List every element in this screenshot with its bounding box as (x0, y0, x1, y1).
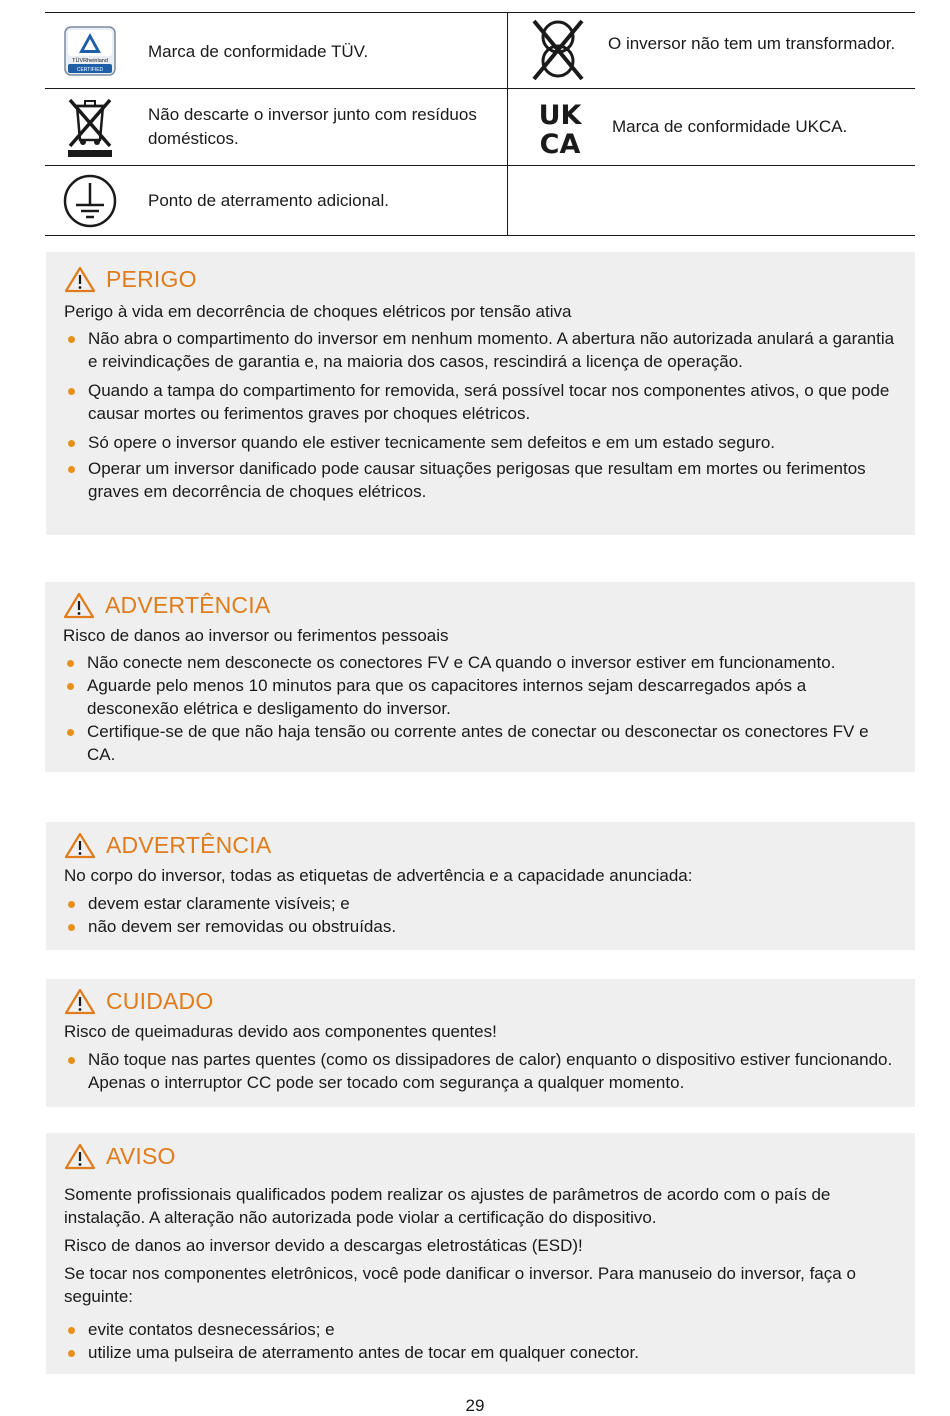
symbol-cell-no-transformer (508, 13, 915, 88)
ukca-icon (532, 99, 588, 155)
no-transformer-icon (529, 17, 587, 83)
danger-heading (64, 264, 897, 294)
tuv-badge-line1: TÜVRheinland (72, 57, 108, 64)
list-item: Quando a tampa do compartimento for removida, será possível tocar nos componentes ativos, o que pode causar mortes ou ferimentos graves por choques elétricos. (64, 379, 897, 425)
info-notice (46, 1133, 915, 1374)
crossed-bin-icon (67, 96, 113, 158)
list-item: Não conecte nem desconecte os conectores FV e CA quando o inversor estiver em funcionamento. (63, 651, 897, 674)
disposal-text: Não descarte o inversor junto com resíduos domésticos. (148, 105, 477, 148)
caution-heading (64, 986, 897, 1016)
info-paragraph-1: Somente profissionais qualificados podem realizar os ajustes de parâmetros de acordo com o país de instalação. A alteração não autorizada pode violar a certificação do dispositivo. (64, 1185, 831, 1227)
symbol-cell-disposal (45, 89, 508, 165)
caution-notice (46, 979, 915, 1107)
warning1-title: ADVERTÊNCIA (105, 591, 271, 618)
info-heading (64, 1141, 897, 1171)
danger-notice (46, 252, 915, 535)
info-paragraph-3: Se tocar nos componentes eletrônicos, você pode danificar o inversor. Para manuseio do inversor, faça o seguinte: (64, 1264, 856, 1306)
page-number: 29 (465, 1396, 485, 1415)
list-item: Não abra o compartimento do inversor em nenhum momento. A abertura não autorizada anulará a garantia e reivindicações de garantia e, na maioria dos casos, rescindirá a licença de operação. (64, 327, 897, 373)
ukca-logo-line2: CA (539, 129, 581, 155)
warning1-heading (63, 590, 897, 620)
warning-triangle-icon (64, 988, 96, 1015)
warning-triangle-icon (64, 266, 96, 293)
caution-list (64, 1048, 897, 1094)
ground-text: Ponto de aterramento adicional. (148, 190, 389, 210)
no-transformer-text: O inversor não tem um transformador. (608, 34, 896, 53)
warning-notice-1 (45, 582, 915, 772)
list-item: devem estar claramente visíveis; e (64, 892, 897, 915)
warning1-intro: Risco de danos ao inversor ou ferimentos pessoais (63, 626, 449, 645)
info-paragraph-2: Risco de danos ao inversor devido a descargas eletrostáticas (ESD)! (64, 1236, 583, 1255)
list-item: Certifique-se de que não haja tensão ou corrente antes de conectar ou desconectar os conectores FV e CA. (63, 720, 897, 766)
warning2-intro: No corpo do inversor, todas as etiquetas de advertência e a capacidade anunciada: (64, 866, 693, 885)
ukca-logo-line1: UK (538, 100, 582, 131)
warning1-list (63, 651, 897, 766)
symbols-row (45, 89, 915, 166)
ukca-text: Marca de conformidade UKCA. (612, 117, 848, 136)
warning-triangle-icon (64, 832, 96, 859)
warning-triangle-icon (63, 592, 95, 619)
tuv-text: Marca de conformidade TÜV. (148, 42, 369, 61)
warning-notice-2 (46, 822, 915, 950)
tuv-badge-line2: CERTIFIED (76, 66, 104, 73)
warning2-heading (64, 830, 897, 860)
list-item: evite contatos desnecessários; e (64, 1318, 897, 1341)
list-item: não devem ser removidas ou obstruídas. (64, 915, 897, 938)
danger-list (64, 327, 897, 503)
caution-title: CUIDADO (106, 987, 214, 1014)
tuv-certified-icon (64, 26, 116, 76)
symbol-cell-ukca (508, 89, 915, 165)
symbol-cell-empty (508, 166, 915, 235)
symbol-cell-tuv (45, 13, 508, 88)
list-item: Aguarde pelo menos 10 minutos para que os capacitores internos sejam descarregados após a desconexão elétrica e desligamento do inversor. (63, 674, 897, 720)
symbols-row (45, 166, 915, 235)
list-item: Operar um inversor danificado pode causar situações perigosas que resultam em mortes ou ferimentos graves em decorrência de choques elétricos. (64, 457, 897, 503)
list-item: utilize uma pulseira de aterramento antes de tocar em qualquer conector. (64, 1341, 897, 1364)
info-list (64, 1318, 897, 1364)
warning2-list (64, 892, 897, 938)
warning-triangle-icon (64, 1143, 96, 1170)
danger-title: PERIGO (106, 265, 197, 292)
list-item: Só opere o inversor quando ele estiver tecnicamente sem defeitos e em um estado seguro. (64, 431, 897, 454)
ground-icon (63, 174, 117, 228)
info-title: AVISO (106, 1142, 176, 1169)
symbols-table (45, 12, 915, 236)
symbols-row (45, 13, 915, 89)
list-item: Não toque nas partes quentes (como os dissipadores de calor) enquanto o dispositivo estiver funcionando. Apenas o interruptor CC pode ser tocado com segurança a qualquer momento. (64, 1048, 897, 1094)
symbol-cell-ground (45, 166, 508, 235)
warning2-title: ADVERTÊNCIA (106, 831, 272, 858)
caution-intro: Risco de queimaduras devido aos componentes quentes! (64, 1022, 497, 1041)
danger-intro: Perigo à vida em decorrência de choques elétricos por tensão ativa (64, 302, 572, 321)
